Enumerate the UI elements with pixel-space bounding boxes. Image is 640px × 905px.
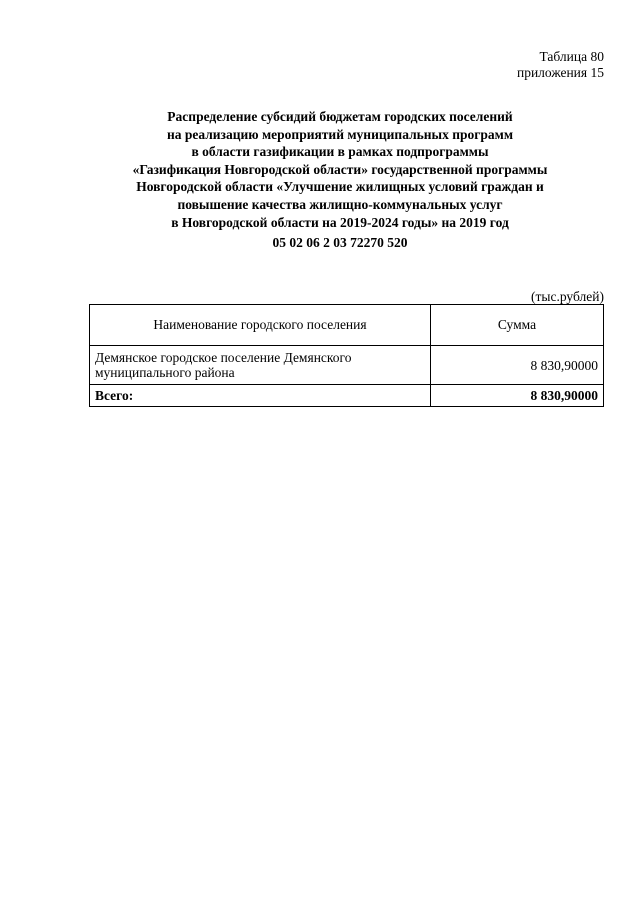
subsidy-table [89, 304, 604, 407]
settlement-amount: 8 830,90000 [431, 346, 604, 385]
appendix-number: приложения 15 [516, 65, 604, 80]
title-line: в области газификации в рамках подпрограммы [191, 144, 489, 160]
table-reference [517, 49, 604, 81]
title-line: на реализацию мероприятий муниципальных программ [166, 126, 514, 142]
total-label: Всего: [90, 385, 431, 407]
title-line: «Газификация Новгородской области» государственной программы [132, 161, 548, 177]
document-title [70, 108, 610, 231]
total-amount: 8 830,90000 [431, 385, 604, 407]
table-number: Таблица 80 [539, 49, 604, 64]
unit-label: (тыс.рублей) [531, 289, 604, 304]
table-row [90, 346, 604, 385]
column-header-name: Наименование городского поселения [90, 305, 431, 346]
total-row [90, 385, 604, 407]
title-line: Новгородской области «Улучшение жилищных условий граждан и [136, 179, 544, 195]
budget-code: 05 02 06 2 03 72270 520 [272, 235, 408, 250]
title-line: в Новгородской области на 2019-2024 годы» на 2019 год [171, 214, 509, 230]
title-line: Распределение субсидий бюджетам городских поселений [167, 109, 513, 124]
column-header-amount: Сумма [431, 305, 604, 346]
settlement-name: Демянское городское поселение Демянского муниципального района [90, 346, 431, 385]
table-header-row [90, 305, 604, 346]
title-line: повышение качества жилищно-коммунальных услуг [177, 196, 503, 212]
